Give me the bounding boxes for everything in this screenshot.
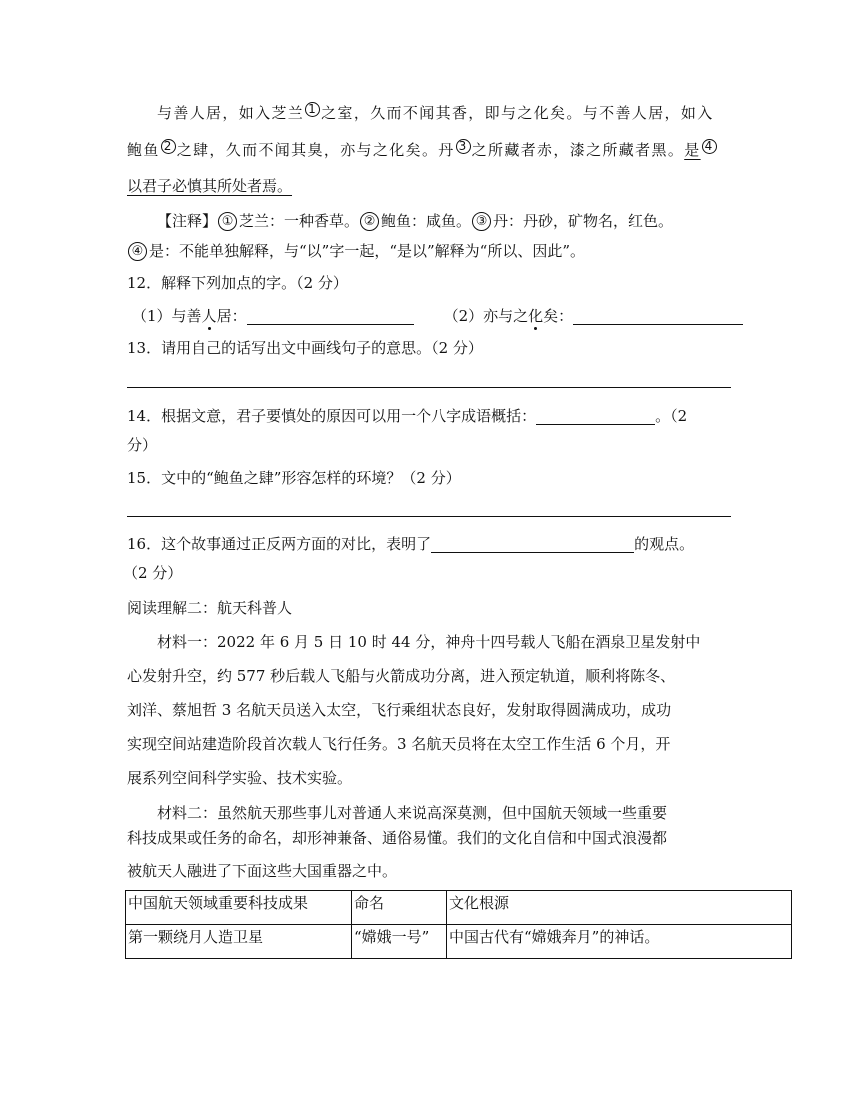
- question-14-points-cont: 分）: [127, 436, 158, 454]
- material-2-line-3: [127, 855, 737, 887]
- table-header-cell: 中国航天领域重要科技成果: [126, 891, 352, 925]
- answer-blank-16[interactable]: [431, 534, 634, 553]
- material-1-line-5: [127, 762, 737, 794]
- question-15-text: 15．文中的“鲍鱼之肆”形容怎样的环境？（2 分）: [127, 469, 461, 487]
- note-1: 芝兰：一种香草。: [239, 212, 360, 230]
- notes-heading: 【注释】: [157, 212, 218, 230]
- question-12-text: 12．解释下列加点的字。（2 分）: [127, 274, 348, 292]
- question-12-items: [132, 300, 742, 332]
- material-1-line-4: [127, 728, 737, 760]
- notes-line-2: [127, 235, 737, 267]
- material-1-line-3: [127, 694, 737, 726]
- passage-text: 之室，久而不闻其香，即与之化矣。与不善人居，如入: [321, 104, 714, 122]
- material-1-text: 刘洋、蔡旭哲 3 名航天员送入太空，飞行乘组状态良好，发射取得圆满成功，成功: [127, 701, 672, 719]
- question-16-text: 16．这个故事通过正反两方面的对比，表明了: [127, 535, 432, 553]
- question-16: [127, 528, 737, 560]
- material-1-text: 实现空间站建造阶段首次载人飞行任务。3 名航天员将在太空工作生活 6 个月，开: [127, 735, 671, 753]
- material-2-text: 被航天人融进了下面这些大国重器之中。: [127, 862, 398, 880]
- question-12: [127, 267, 737, 299]
- question-14-text: 14．根据文意，君子要慎处的原因可以用一个八字成语概括：: [127, 407, 537, 425]
- reading-2-title: [127, 592, 737, 624]
- answer-blank-12-2[interactable]: [573, 306, 743, 325]
- question-14-cont: [127, 429, 737, 461]
- note-3: 丹：丹砂，矿物名，红色。: [493, 212, 674, 230]
- material-1-text: 展系列空间科学实验、技术实验。: [127, 769, 353, 787]
- dotted-char-ren: 人: [202, 300, 217, 332]
- q12-2-prefix: （2）亦与之: [443, 307, 529, 325]
- dotted-char-hua: 化: [528, 300, 543, 332]
- note-4: 是：不能单独解释，与“以”字一起，“是以”解释为“所以、因此”。: [149, 242, 586, 260]
- answer-blank-12-1[interactable]: [247, 306, 414, 325]
- table-header-row: [126, 891, 792, 925]
- question-16-text-end: 的观点。: [634, 535, 695, 553]
- passage-text: 之肆，久而不闻其臭，亦与之化矣。丹: [176, 141, 455, 159]
- material-1-text: 材料一：2022 年 6 月 5 日 10 时 44 分，神舟十四号载人飞船在酒泉卫星发射中: [157, 633, 701, 651]
- table-cell: “嫦娥一号”: [352, 925, 447, 959]
- aerospace-table: [125, 890, 792, 959]
- table-header-cell: 命名: [352, 891, 447, 925]
- answer-blank-14[interactable]: [536, 406, 655, 425]
- question-16-points: （2 分）: [123, 564, 183, 582]
- footnote-marker-1: 1: [305, 102, 320, 117]
- note-marker-2: ②: [360, 212, 379, 231]
- material-1-text: 心发射升空，约 577 秒后载人飞船与火箭成功分离，进入预定轨道，顺利将陈冬、: [127, 667, 676, 685]
- passage-line-3: [127, 170, 737, 202]
- material-1-line-1: [127, 626, 767, 658]
- underlined-sentence-start: 是: [684, 141, 701, 159]
- question-14-points: 。（2: [655, 407, 688, 425]
- table-header-cell: 文化根源: [447, 891, 792, 925]
- passage-text: 之所藏者赤，漆之所藏者黑。: [471, 141, 685, 159]
- passage-text: 鲍鱼: [127, 141, 160, 159]
- question-13: [127, 332, 737, 364]
- footnote-marker-2: 2: [161, 139, 176, 154]
- table-cell: 第一颗绕月人造卫星: [126, 925, 352, 959]
- passage-text: 与善人居，如入芝兰: [157, 104, 305, 122]
- material-2-text: 材料二：虽然航天那些事儿对普通人来说高深莫测，但中国航天领域一些重要: [157, 804, 668, 822]
- note-marker-4: ④: [128, 242, 147, 261]
- question-16-cont: [123, 557, 733, 589]
- question-14: [127, 400, 737, 432]
- material-2-text: 科技成果或任务的命名，却形神兼备、通俗易懂。我们的文化自信和中国式浪漫都: [127, 829, 668, 847]
- note-marker-3: ③: [472, 212, 491, 231]
- q12-1-suffix: 居：: [216, 307, 247, 325]
- section-title: 阅读理解二：航天科普人: [127, 599, 293, 617]
- table-cell: 中国古代有“嫦娥奔月”的神话。: [447, 925, 792, 959]
- footnote-marker-4: 4: [702, 139, 717, 154]
- q12-2-suffix: 矣：: [543, 307, 574, 325]
- answer-line-13[interactable]: [127, 387, 731, 388]
- question-15: [127, 462, 737, 494]
- underlined-sentence: 以君子必慎其所处者焉。: [127, 177, 293, 195]
- notes-line-1: [127, 205, 767, 237]
- table-row: [126, 925, 792, 959]
- material-2-line-2: [127, 822, 737, 854]
- material-1-line-2: [127, 660, 737, 692]
- footnote-marker-3: 3: [456, 139, 471, 154]
- note-marker-1: ①: [218, 212, 237, 231]
- note-2: 鲍鱼：咸鱼。: [381, 212, 472, 230]
- passage-line-2: [127, 134, 737, 166]
- q12-1-prefix: （1）与善: [132, 307, 202, 325]
- passage-line-1: [127, 97, 767, 129]
- question-13-text: 13．请用自己的话写出文中画线句子的意思。（2 分）: [127, 339, 483, 357]
- answer-line-15[interactable]: [127, 516, 731, 517]
